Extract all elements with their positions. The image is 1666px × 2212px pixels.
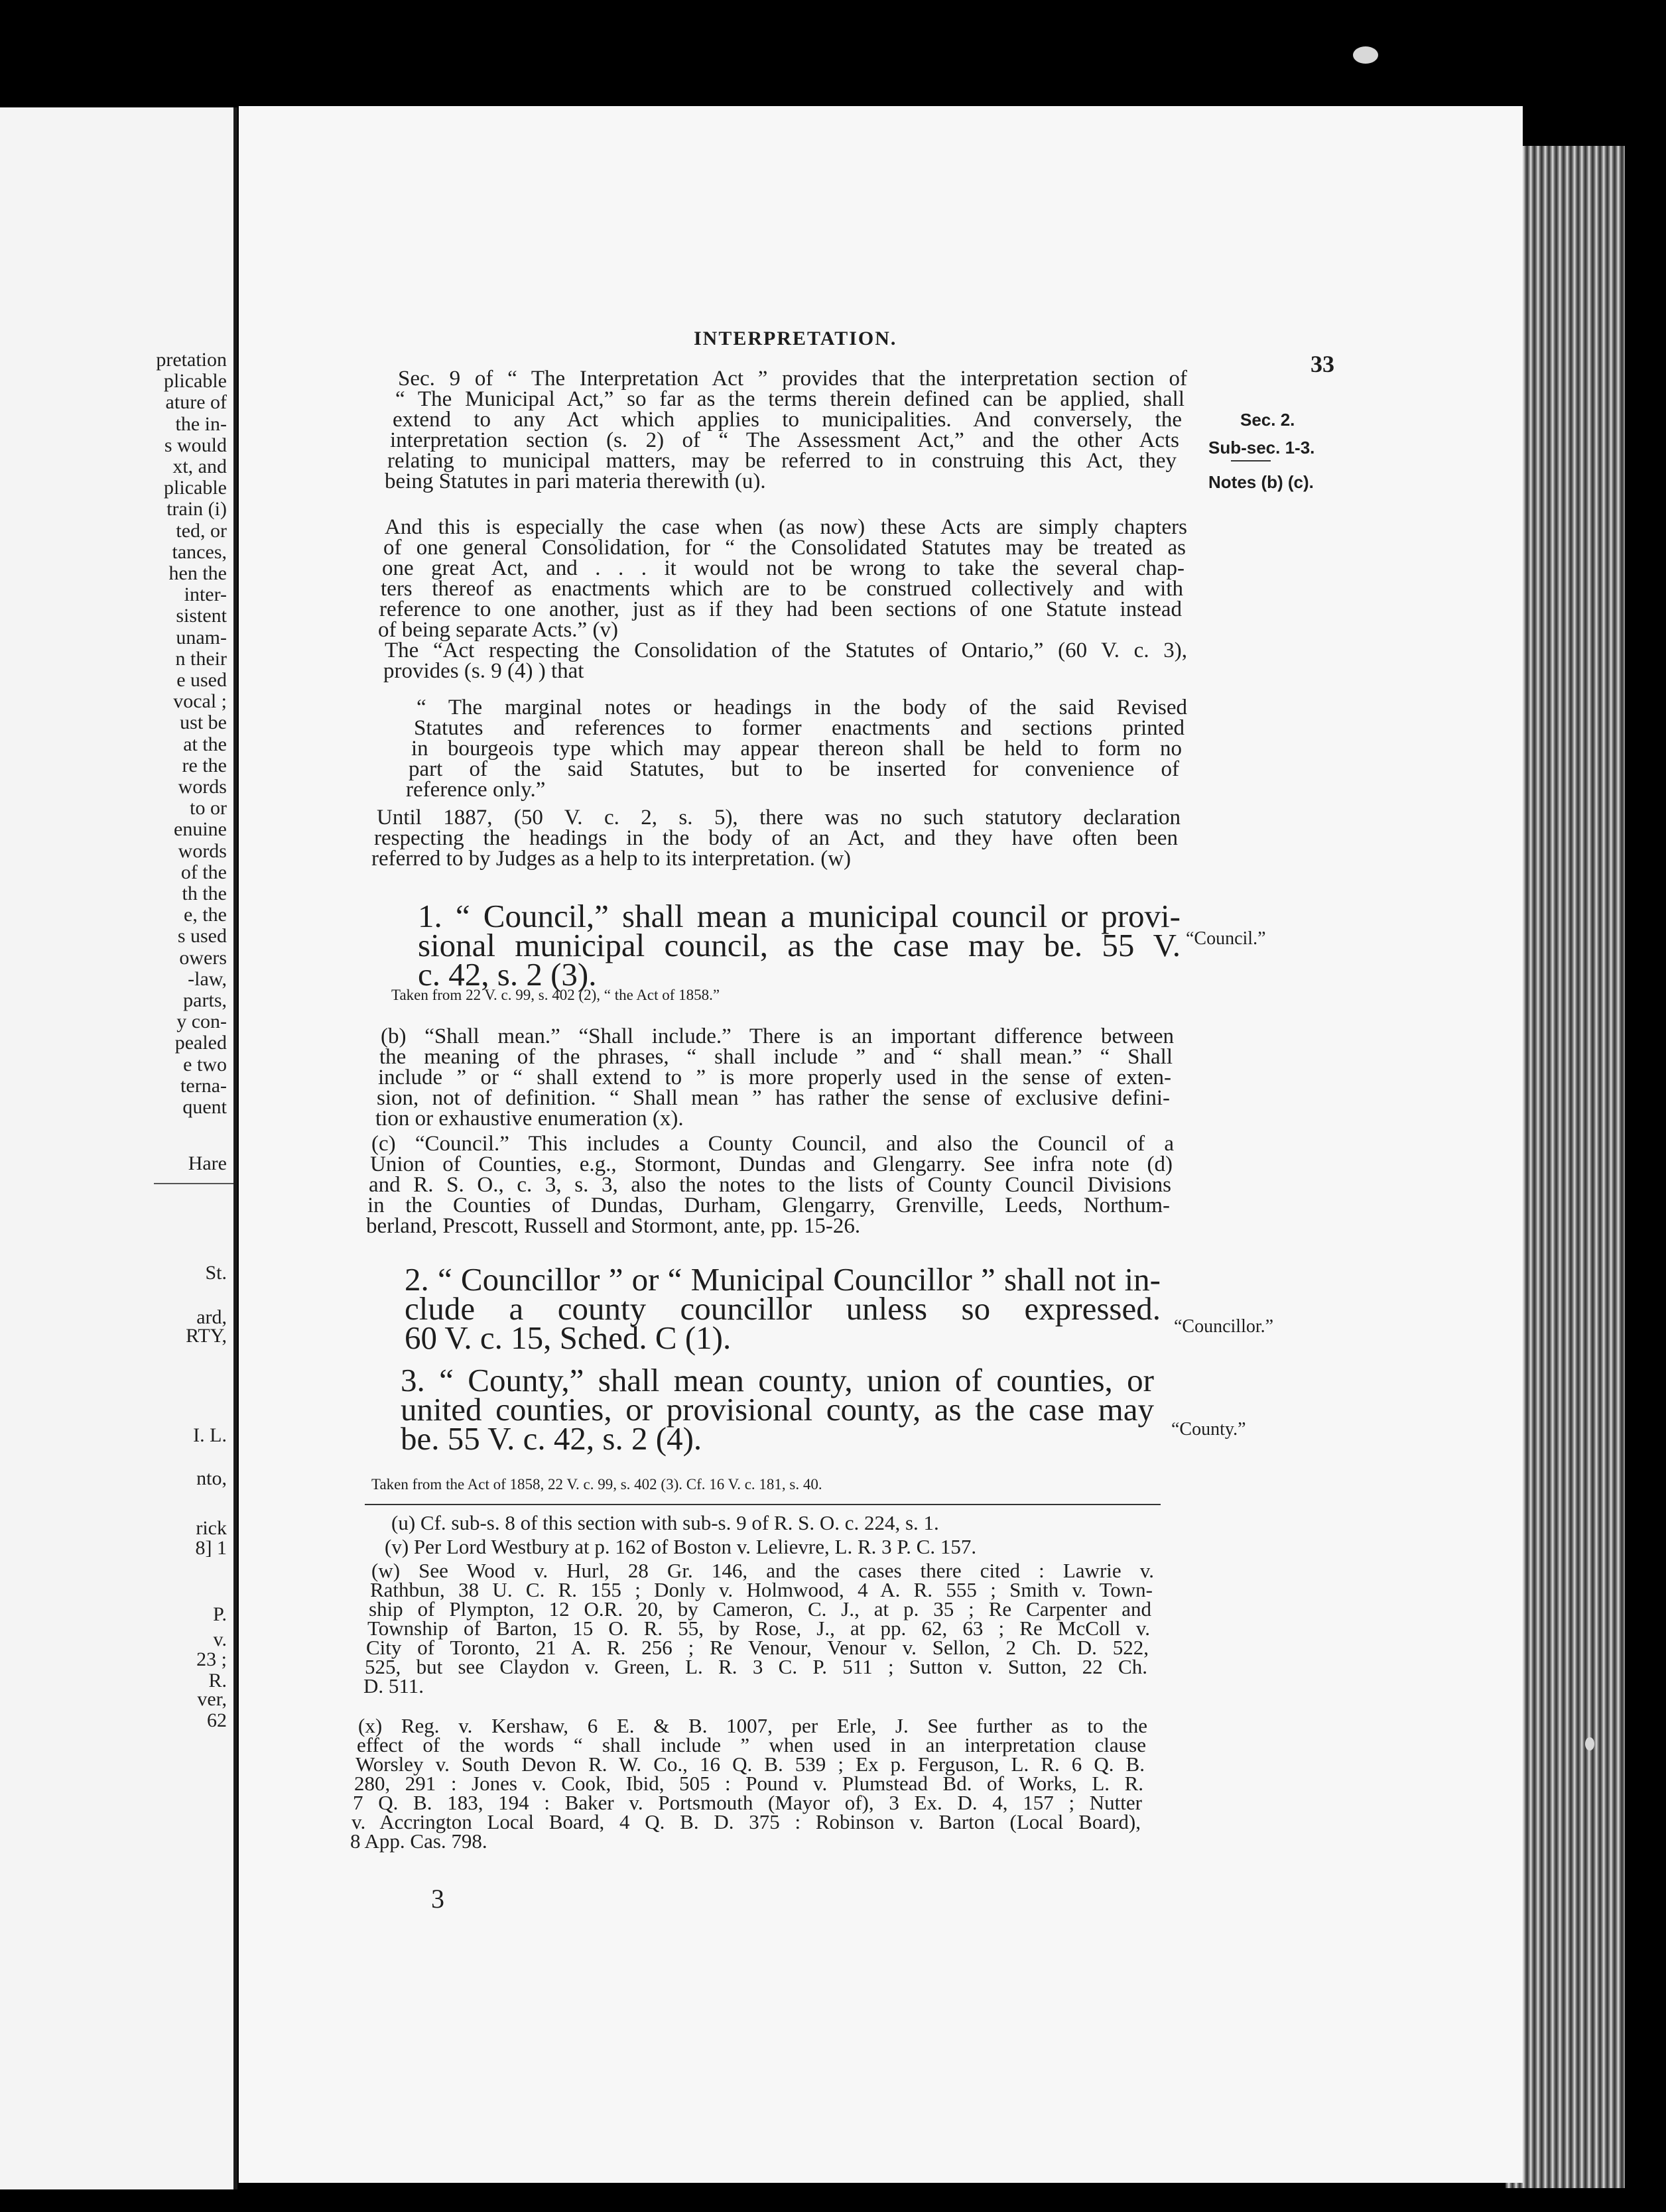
footnote-w-line: D. 511. [363, 1674, 424, 1697]
body-paragraph-line: ters thereof as enactments which are to be construed collectively and with [381, 577, 1183, 601]
previous-page-line: th the [182, 883, 227, 904]
section-2-line: 60 V. c. 15, Sched. C (1). [405, 1320, 732, 1356]
note-c-line: and R. S. O., c. 3, s. 3, also the notes to the lists of County Council Divisions [369, 1173, 1171, 1197]
section-source-note: Taken from 22 V. c. 99, s. 402 (2), “ the Act of 1858.” [391, 987, 720, 1003]
previous-page-line: vocal ; [173, 690, 227, 713]
footnote-v: (v) Per Lord Westbury at p. 162 of Boston v. Lelievre, L. R. 3 P. C. 157. [385, 1535, 977, 1558]
body-paragraph-line: interpretation section (s. 2) of “ The Assessment Act,” and the other Acts [390, 428, 1179, 452]
section-1-line: c. 42, s. 2 (3). [418, 956, 597, 993]
body-paragraph-line: of being separate Acts.” (v) [378, 618, 618, 642]
book-page-edges [1506, 146, 1625, 2188]
previous-page-line: re the [182, 754, 227, 776]
body-paragraph-line: And this is especially the case when (as now) these Acts are simply chapters [385, 515, 1187, 539]
previous-page-line: hen the [168, 562, 227, 584]
signature-mark: 3 [431, 1884, 444, 1914]
section-3-line: united counties, or provisional county, as the case may [401, 1391, 1154, 1428]
footnote-x-line: 280, 291 : Jones v. Cook, Ibid, 505 : Pound v. Plumstead Bd. of Works, L. R. [354, 1772, 1143, 1795]
previous-page-line: ature of [165, 391, 227, 414]
section-2-line: 2. “ Councillor ” or “ Municipal Councillor ” shall not in- [405, 1261, 1161, 1298]
previous-page-line: inter- [184, 584, 227, 606]
section-3-line: 3. “ County,” shall mean county, union of counties, or [401, 1362, 1154, 1398]
page-number: 33 [1311, 351, 1334, 377]
note-c-line: berland, Prescott, Russell and Stormont, ante, pp. 15-26. [366, 1214, 861, 1238]
quotation-line: “ The marginal notes or headings in the body of the said Revised [416, 696, 1187, 719]
footnote-w-line: Township of Barton, 15 O. R. 55, by Rose, J., at pp. 62, 63 ; Re McColl v. [367, 1617, 1150, 1640]
previous-page-line: words [178, 839, 227, 862]
previous-page-line: pretation [156, 349, 227, 371]
footnote-x-line: 7 Q. B. 183, 194 : Baker v. Portsmouth (Mayor of), 3 Ex. D. 4, 157 ; Nutter [353, 1791, 1142, 1814]
previous-page-line: sistent [176, 605, 227, 627]
previous-page-line: quent [182, 1096, 227, 1118]
note-c-line: (c) “Council.” This includes a County Council, and also the Council of a [371, 1132, 1174, 1156]
note-b-line: the meaning of the phrases, “ shall include ” and “ shall mean.” “ Shall [379, 1045, 1173, 1069]
previous-page-line: e, the [184, 904, 227, 926]
previous-page-line: train (i) [166, 498, 227, 521]
body-paragraph-line: respecting the headings in the body of an Act, and they have often been [374, 826, 1178, 850]
body-paragraph-line: referred to by Judges as a help to its interpretation. (w) [371, 847, 852, 871]
footnote-w-line: Rathbun, 38 U. C. R. 155 ; Donly v. Holmwood, 4 A. R. 555 ; Smith v. Town- [370, 1578, 1153, 1601]
margin-subsection-ref: Sub-sec. 1-3. [1208, 438, 1315, 458]
footnote-rule [365, 1504, 1161, 1505]
previous-page-line: the in- [175, 412, 227, 435]
previous-page-line: ust be [180, 711, 227, 734]
previous-page-line: v. [213, 1628, 227, 1650]
body-paragraph-line: extend to any Act which applies to municipalities. And conversely, the [393, 408, 1182, 432]
previous-page-line: RTY, [186, 1325, 227, 1347]
body-paragraph-line: provides (s. 9 (4) ) that [383, 659, 584, 683]
footnote-x-line: v. Accrington Local Board, 4 Q. B. D. 375 : Robinson v. Barton (Local Board), [352, 1810, 1141, 1833]
body-paragraph-line: relating to municipal matters, may be referred to in construing this Act, they [387, 449, 1177, 473]
previous-page-line: pealed [174, 1032, 227, 1054]
previous-page-line: s used [177, 925, 227, 948]
body-paragraph-line: reference to one another, just as if they had been sections of one Statute instead [379, 597, 1182, 621]
footnote-x-line: Worsley v. South Devon R. W. Co., 16 Q. B. 539 ; Ex p. Ferguson, L. R. 6 Q. B. [355, 1752, 1145, 1776]
previous-page-line: e two [183, 1053, 227, 1075]
previous-page-fragment [0, 107, 237, 2189]
footnote-x-line: (x) Reg. v. Kershaw, 6 E. & B. 1007, per Erle, J. See further as to the [358, 1714, 1147, 1737]
footnote-w-line: City of Toronto, 21 A. R. 256 ; Re Venour, Venour v. Sellon, 2 Ch. D. 522, [366, 1636, 1149, 1659]
previous-page-rule [154, 1183, 233, 1184]
previous-page-line: R. [208, 1670, 227, 1691]
section-3-line: be. 55 V. c. 42, s. 2 (4). [401, 1420, 702, 1457]
previous-page-line: P. [213, 1603, 227, 1625]
previous-page-line: ver, [197, 1688, 227, 1710]
note-b-line: sion, not of definition. “ Shall mean ” has rather the sense of exclusive defini- [377, 1086, 1170, 1110]
body-paragraph-line: Until 1887, (50 V. c. 2, s. 5), there was no such statutory declaration [377, 806, 1181, 830]
previous-page-line: ted, or [176, 519, 227, 542]
note-b-line: tion or exhaustive enumeration (x). [375, 1107, 684, 1131]
previous-page-line: St. [205, 1262, 227, 1284]
dust-speck [1353, 46, 1378, 64]
previous-page-line: 62 [207, 1709, 227, 1731]
previous-page-line: to or [190, 797, 227, 820]
previous-page-line: tances, [172, 540, 227, 563]
note-b-line: (b) “Shall mean.” “Shall include.” There is an important difference between [381, 1024, 1174, 1048]
previous-page-line: s would [164, 434, 227, 456]
previous-page-line: n their [175, 647, 227, 670]
margin-label-councillor: “Councillor.” [1174, 1316, 1274, 1337]
note-c-line: Union of Counties, e.g., Stormont, Dundas and Glengarry. See infra note (d) [370, 1152, 1173, 1176]
footnote-w-line: ship of Plympton, 12 O.R. 20, by Cameron, C. J., at p. 35 ; Re Carpenter and [369, 1597, 1151, 1621]
footnote-x-line: effect of the words “ shall include ” when used in an interpretation clause [357, 1733, 1146, 1756]
previous-page-line: plicable [164, 477, 227, 499]
note-c-line: in the Counties of Dundas, Durham, Glengarry, Grenville, Leeds, Northum- [367, 1194, 1170, 1217]
quotation-line: reference only.” [406, 778, 546, 802]
footnote-x-line: 8 App. Cas. 798. [350, 1829, 487, 1853]
margin-label-county: “County.” [1171, 1419, 1246, 1440]
footnote-w-line: 525, but see Claydon v. Green, L. R. 3 C. P. 511 ; Sutton v. Sutton, 22 Ch. [365, 1655, 1147, 1678]
footnote-w-line: (w) See Wood v. Hurl, 28 Gr. 146, and the cases there cited : Lawrie v. [371, 1559, 1154, 1582]
previous-page-line: xt, and [172, 456, 227, 477]
margin-section-ref: Sec. 2. [1240, 410, 1295, 430]
previous-page-line: 23 ; [196, 1648, 227, 1670]
previous-page-line: owers [179, 946, 227, 969]
previous-page-line: of the [180, 861, 227, 883]
quotation-line: Statutes and references to former enactments and sections printed [414, 716, 1185, 740]
note-b-line: include ” or “ shall extend to ” is more properly used in the sense of exten- [378, 1066, 1171, 1089]
previous-page-line: terna- [180, 1074, 227, 1097]
dust-speck [1585, 1737, 1594, 1751]
previous-page-line: enuine [174, 818, 227, 841]
quotation-line: part of the said Statutes, but to be inserted for convenience of [409, 757, 1179, 781]
section-1-line: 1. “ Council,” shall mean a municipal council or provi- [418, 898, 1181, 934]
previous-page-line: words [178, 776, 227, 798]
section-2-line: clude a county councillor unless so expressed. [405, 1290, 1161, 1327]
body-paragraph-line: Sec. 9 of “ The Interpretation Act ” provides that the interpretation section of [398, 367, 1187, 391]
previous-page-line: Hare [188, 1152, 227, 1174]
previous-page-line: 8] 1 [195, 1537, 227, 1559]
section-1-line: sional municipal council, as the case may be. 55 V. [418, 927, 1181, 963]
body-paragraph-line: of one general Consolidation, for “ the Consolidated Statutes may be treated as [383, 536, 1186, 560]
previous-page-line: y con- [176, 1011, 227, 1033]
footnote-u: (u) Cf. sub-s. 8 of this section with sub-s. 9 of R. S. O. c. 224, s. 1. [391, 1511, 939, 1534]
previous-page-line: at the [183, 733, 227, 755]
previous-page-line: nto, [196, 1467, 227, 1489]
body-paragraph-line: The “Act respecting the Consolidation of the Statutes of Ontario,” (60 V. c. 3), [385, 639, 1187, 662]
previous-page-line: parts, [183, 989, 227, 1011]
previous-page-line: rick [196, 1517, 227, 1539]
previous-page-line: ard, [196, 1306, 227, 1328]
previous-page-line: I. L. [193, 1424, 227, 1446]
margin-notes-ref: Notes (b) (c). [1208, 472, 1314, 492]
body-paragraph-line: one great Act, and . . . it would not be wrong to take the several chap- [382, 556, 1185, 580]
margin-rule [1231, 460, 1271, 461]
previous-page-line: plicable [164, 370, 227, 393]
running-header: INTERPRETATION. [694, 328, 897, 349]
body-paragraph-line: being Statutes in pari materia therewith (u). [385, 469, 766, 493]
section-source-note: Taken from the Act of 1858, 22 V. c. 99, s. 402 (3). Cf. 16 V. c. 181, s. 40. [371, 1476, 822, 1493]
body-paragraph-line: “ The Municipal Act,” so far as the terms therein defined can be applied, shall [395, 387, 1185, 411]
previous-page-line: unam- [176, 626, 227, 648]
margin-label-council: “Council.” [1186, 928, 1266, 949]
previous-page-line: e used [176, 669, 227, 691]
previous-page-line: -law, [188, 967, 227, 990]
quotation-line: in bourgeois type which may appear thereon shall be held to form no [411, 737, 1182, 761]
